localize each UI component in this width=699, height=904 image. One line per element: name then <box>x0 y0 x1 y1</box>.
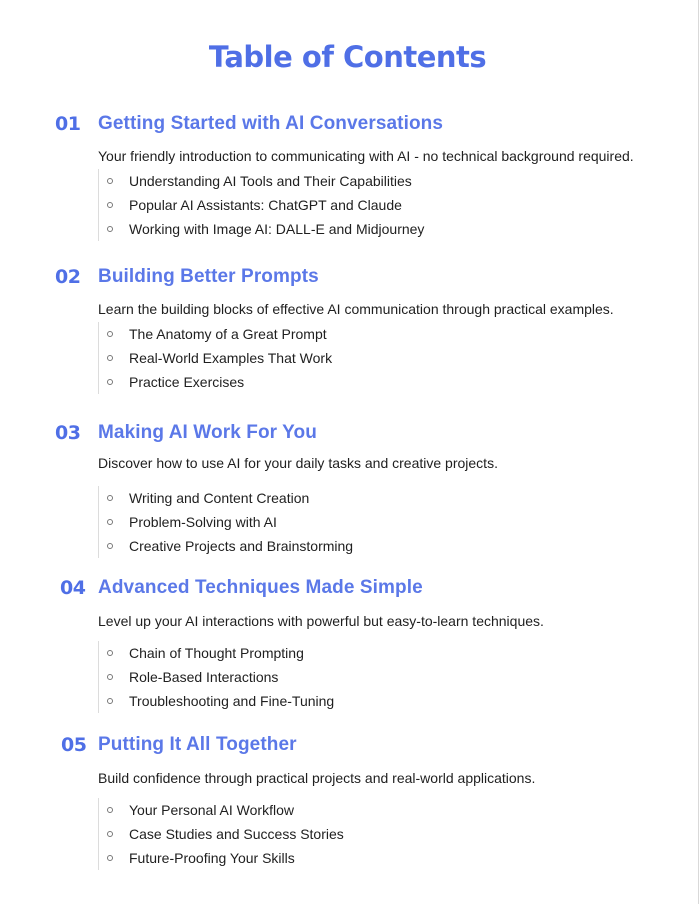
circle-bullet-icon <box>107 331 113 337</box>
subsection-list <box>98 798 344 870</box>
circle-bullet-icon <box>107 650 113 656</box>
subsection-item[interactable] <box>99 169 424 193</box>
subsection-label: Writing and Content Creation <box>129 490 310 506</box>
subsection-label: Working with Image AI: DALL-E and Midjourney <box>129 221 425 237</box>
subsection-label: Problem-Solving with AI <box>129 514 277 530</box>
circle-bullet-icon <box>107 831 113 837</box>
subsection-item[interactable] <box>99 534 353 558</box>
subsection-item[interactable] <box>99 689 334 713</box>
circle-bullet-icon <box>107 698 113 704</box>
subsection-label: Practice Exercises <box>129 374 245 390</box>
chapter-title[interactable]: Building Better Prompts <box>98 266 319 287</box>
subsection-item[interactable] <box>99 846 344 870</box>
circle-bullet-icon <box>107 379 113 385</box>
subsection-item[interactable] <box>99 665 334 689</box>
subsection-item[interactable] <box>99 822 344 846</box>
chapter-description: Build confidence through practical projects and real-world applications. <box>98 770 536 786</box>
chapter-title[interactable]: Putting It All Together <box>98 734 297 755</box>
subsection-label: Future-Proofing Your Skills <box>129 850 295 866</box>
chapter-title[interactable]: Getting Started with AI Conversations <box>98 113 444 134</box>
circle-bullet-icon <box>107 855 113 861</box>
chapter-number: 04 <box>60 577 86 599</box>
subsection-label: Role-Based Interactions <box>129 669 279 685</box>
subsection-label: Understanding AI Tools and Their Capabilities <box>129 173 412 189</box>
circle-bullet-icon <box>107 355 113 361</box>
chapter-title[interactable]: Advanced Techniques Made Simple <box>98 577 423 598</box>
chapter-number: 01 <box>55 113 81 135</box>
subsection-item[interactable] <box>99 370 332 394</box>
subsection-item[interactable] <box>99 486 353 510</box>
subsection-label: Case Studies and Success Stories <box>129 826 344 842</box>
subsection-label: Popular AI Assistants: ChatGPT and Claude <box>129 197 402 213</box>
subsection-list <box>98 486 353 558</box>
subsection-item[interactable] <box>99 641 334 665</box>
subsection-list <box>98 169 424 241</box>
subsection-label: Troubleshooting and Fine-Tuning <box>129 693 335 709</box>
chapter-number: 03 <box>55 422 81 444</box>
circle-bullet-icon <box>107 202 113 208</box>
subsection-label: Creative Projects and Brainstorming <box>129 538 354 554</box>
circle-bullet-icon <box>107 674 113 680</box>
chapter-description: Level up your AI interactions with powerful but easy-to-learn techniques. <box>98 613 544 629</box>
circle-bullet-icon <box>107 543 113 549</box>
subsection-item[interactable] <box>99 322 332 346</box>
subsection-item[interactable] <box>99 193 424 217</box>
circle-bullet-icon <box>107 178 113 184</box>
chapter-title[interactable]: Making AI Work For You <box>98 422 317 443</box>
chapter-description: Your friendly introduction to communicating with AI - no technical background required. <box>98 148 634 164</box>
subsection-item[interactable] <box>99 798 344 822</box>
subsection-list <box>98 641 334 713</box>
subsection-label: Real-World Examples That Work <box>129 350 333 366</box>
circle-bullet-icon <box>107 495 113 501</box>
chapter-description: Discover how to use AI for your daily tasks and creative projects. <box>98 455 498 471</box>
subsection-item[interactable] <box>99 510 353 534</box>
circle-bullet-icon <box>107 519 113 525</box>
chapter-number: 05 <box>61 734 87 756</box>
subsection-label: Chain of Thought Prompting <box>129 645 304 661</box>
subsection-list <box>98 322 332 394</box>
subsection-item[interactable] <box>99 217 424 241</box>
circle-bullet-icon <box>107 226 113 232</box>
subsection-item[interactable] <box>99 346 332 370</box>
chapter-number: 02 <box>55 266 81 288</box>
page-title: Table of Contents <box>208 40 487 74</box>
subsection-label: The Anatomy of a Great Prompt <box>129 326 327 342</box>
circle-bullet-icon <box>107 807 113 813</box>
chapter-description: Learn the building blocks of effective AI communication through practical examples. <box>98 301 614 317</box>
subsection-label: Your Personal AI Workflow <box>129 802 294 818</box>
